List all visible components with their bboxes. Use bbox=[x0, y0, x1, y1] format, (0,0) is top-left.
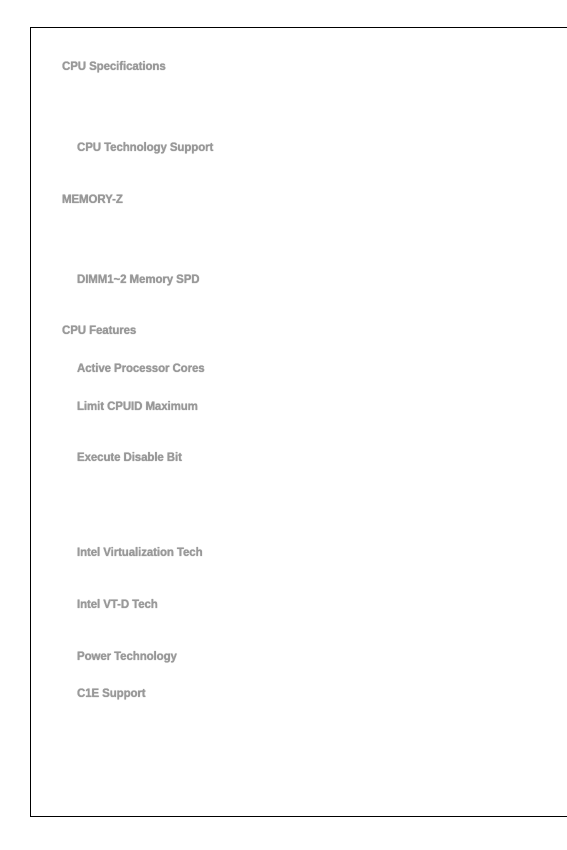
active-processor-cores-item: Active Processor Cores bbox=[77, 363, 205, 375]
intel-virtualization-tech-item: Intel Virtualization Tech bbox=[77, 547, 203, 559]
intel-vtd-tech-item: Intel VT-D Tech bbox=[77, 599, 158, 611]
execute-disable-bit-item: Execute Disable Bit bbox=[77, 452, 182, 464]
cpu-specifications-heading: CPU Specifications bbox=[62, 61, 166, 73]
c1e-support-item: C1E Support bbox=[77, 688, 146, 700]
limit-cpuid-maximum-item: Limit CPUID Maximum bbox=[77, 401, 198, 413]
power-technology-item: Power Technology bbox=[77, 651, 177, 663]
dimm-memory-spd-item: DIMM1~2 Memory SPD bbox=[77, 274, 200, 286]
cpu-technology-support-item: CPU Technology Support bbox=[77, 142, 214, 154]
memory-z-heading: MEMORY-Z bbox=[62, 194, 123, 206]
cpu-features-heading: CPU Features bbox=[62, 325, 137, 337]
